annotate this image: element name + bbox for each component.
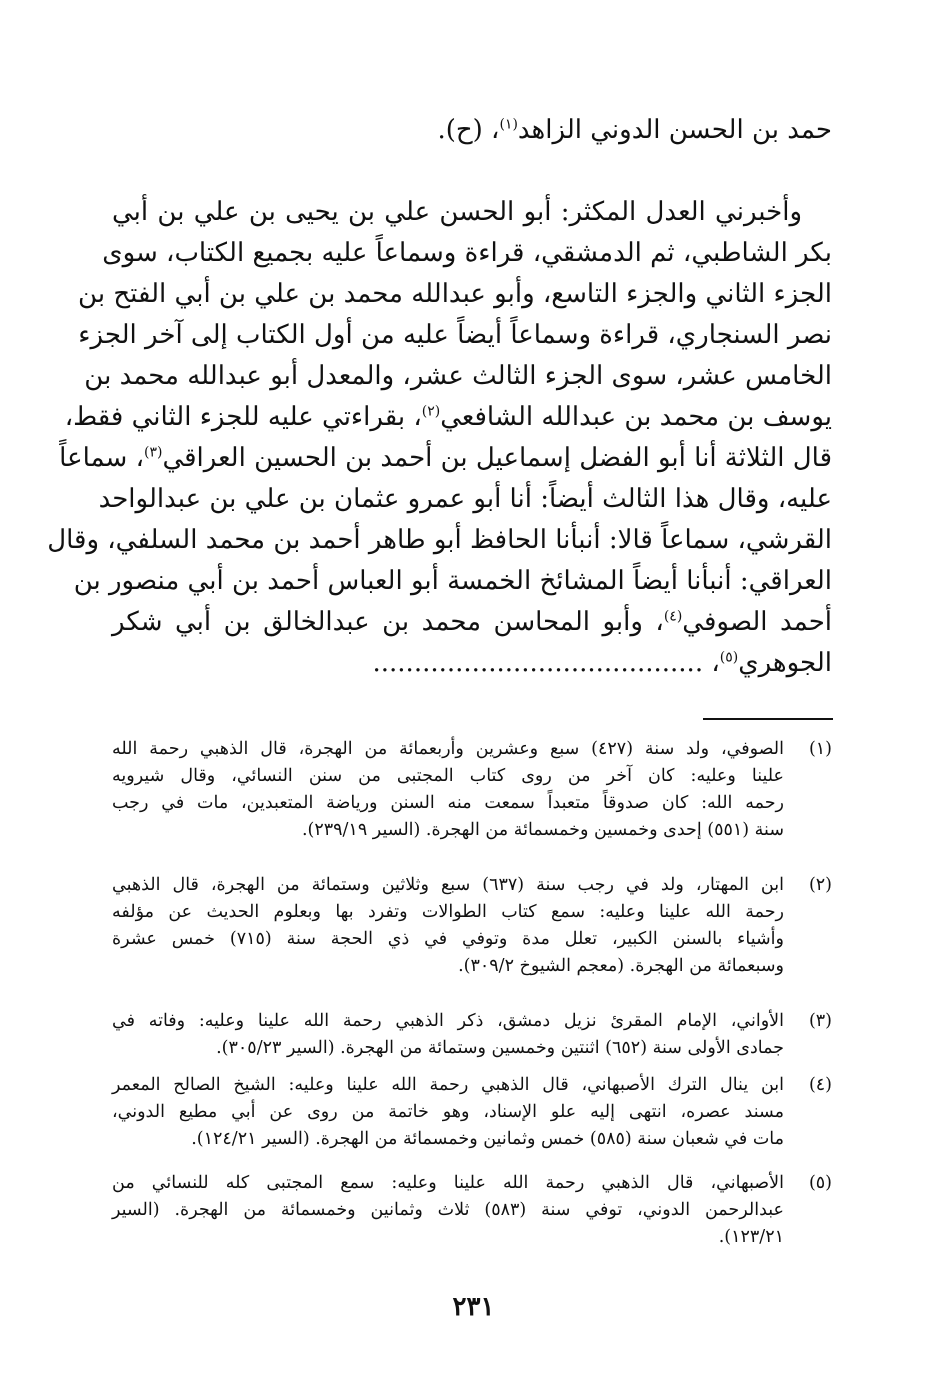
footnote-line: عبدالرحمن الدوني، توفي سنة (٥٨٣) ثلاث وثمانين وخمسمائة من الهجرة. (السير [112,1200,784,1220]
footnote-line: وأشياء بالسنن الكبير، تعلل مدة وتوفي في ذي الحجة سنة (٧١٥) خمس عشرة [112,929,784,949]
footnote-marker: (٥) [719,649,739,666]
footnote-line: مات في شعبان سنة (٥٨٥) خمس وثمانين وخمسمائة من الهجرة. (السير ١٢٤/٢١). [191,1129,784,1149]
footnote [112,1008,832,1064]
text-line [112,110,832,150]
footnote-marker: (٢) [421,403,441,420]
footnote-number: (٢) [808,875,832,895]
footnote-line: علينا وعليه: كان آخر من روى كتاب المجتبى من سنن النسائي، وقال شيرويه [112,766,784,786]
footnote-marker: (١) [499,116,518,133]
footnote-line: رحمة الله علينا وعليه: سمع كتاب الطوالات وتفرد بها وبعلوم الحديث عن مؤلفه [112,902,784,922]
text-line: الخامس عشر، سوى الجزء الثالث عشر، والمعدل أبو عبدالله محمد بن [84,361,832,391]
footnote-line: الصوفي، ولد سنة (٤٢٧) سبع وعشرين وأربعمائة من الهجرة، قال الذهبي رحمة الله [112,739,784,759]
footnote-marker: (٤) [663,608,683,625]
footnote-number: (٣) [808,1011,832,1031]
text-line: القرشي، سماعاً قالا: أنبأنا الحافظ أبو طاهر أحمد بن محمد السلفي، وقال [47,525,832,555]
text-segment: أحمد الصوفي [682,607,832,637]
footnote-line: ابن المهتار، ولد في رجب سنة (٦٣٧) سبع وثلاثين وستمائة من الهجرة، قال الذهبي [112,875,784,895]
text-segment: ، (ح). [437,115,500,145]
text-segment: ، وأبو المحاسن محمد بن عبدالخالق بن أبي شكر [112,607,664,637]
footnote-line: الأصبهاني، قال الذهبي رحمة الله علينا وعليه: سمع المجتبى كله للنسائي من [112,1173,784,1193]
footnote-line: رحمه الله: كان صدوقاً متعبداً سمعت منه السنن ورياضة المتعبدين، مات في رجب [112,793,784,813]
text-line [112,602,832,642]
footnote [112,872,832,982]
footnote-separator [703,718,833,720]
footnote [112,1170,832,1254]
text-segment: ، سماعاً [59,443,144,473]
page-number: ٢٣١ [452,1292,495,1322]
footnote-number: (٤) [808,1075,832,1095]
text-line: نصر السنجاري، قراءة وسماعاً أيضاً عليه من أول الكتاب إلى آخر الجزء [78,320,832,350]
text-segment: حمد بن الحسن الدوني الزاهد [517,115,832,145]
footnote-line: ١٢٣/٢١). [718,1227,784,1247]
footnote-line: جمادى الأولى سنة (٦٥٢) اثنتين وخمسين وستمائة من الهجرة. (السير ٣٠٥/٢٣). [216,1038,784,1058]
footnote-line: سنة (٥٥١) إحدى وخمسين وخمسمائة من الهجرة. (السير ٢٣٩/١٩). [301,820,784,840]
footnote [112,1072,832,1156]
text-line [112,643,832,683]
text-line: العراقي: أنبأنا أيضاً المشائخ الخمسة أبو العباس أحمد بن أبي منصور بن [73,566,832,596]
footnote-marker: (٣) [143,444,163,461]
text-segment: الجوهري [738,648,832,678]
footnote-line: وسبعمائة من الهجرة. (معجم الشيوخ ٣٠٩/٢). [458,956,784,976]
text-segment: ، ........................................ [372,648,720,678]
footnote-line: الأواني، الإمام المقرئ نزيل دمشق، ذكر الذهبي رحمة الله علينا وعليه: وفاته في [112,1011,784,1031]
footnote-number: (٥) [808,1173,832,1193]
text-line [59,438,832,478]
text-segment: قال الثلاثة أنا أبو الفضل إسماعيل بن أحمد بن الحسين العراقي [162,443,832,473]
footnote-line: مسند عصره، انتهى إليه علو الإسناد، وهو خاتمة من روى عن أبي مطيع الدوني، [112,1102,784,1122]
text-line: وأخبرني العدل المكثر: أبو الحسن علي بن يحيى بن علي بن أبي [112,197,802,227]
text-line [64,397,832,437]
footnote-number: (١) [808,739,832,759]
text-line: بكر الشاطبي، ثم الدمشقي، قراءة وسماعاً عليه بجميع الكتاب، سوى [102,238,832,268]
text-segment: ، بقراءتي عليه للجزء الثاني فقط، [64,402,422,432]
text-line: عليه، وقال هذا الثالث أيضاً: أنا أبو عمرو عثمان بن علي بن عبدالواحد [98,484,832,514]
text-line: الجزء الثاني والجزء التاسع، وأبو عبدالله محمد بن علي بن أبي الفتح بن [78,279,832,309]
footnote [112,736,832,846]
text-segment: يوسف بن محمد بن عبدالله الشافعي [440,402,832,432]
footnote-line: ابن ينال الترك الأصبهاني، قال الذهبي رحمة الله علينا وعليه: الشيخ الصالح المعمر [112,1075,784,1095]
